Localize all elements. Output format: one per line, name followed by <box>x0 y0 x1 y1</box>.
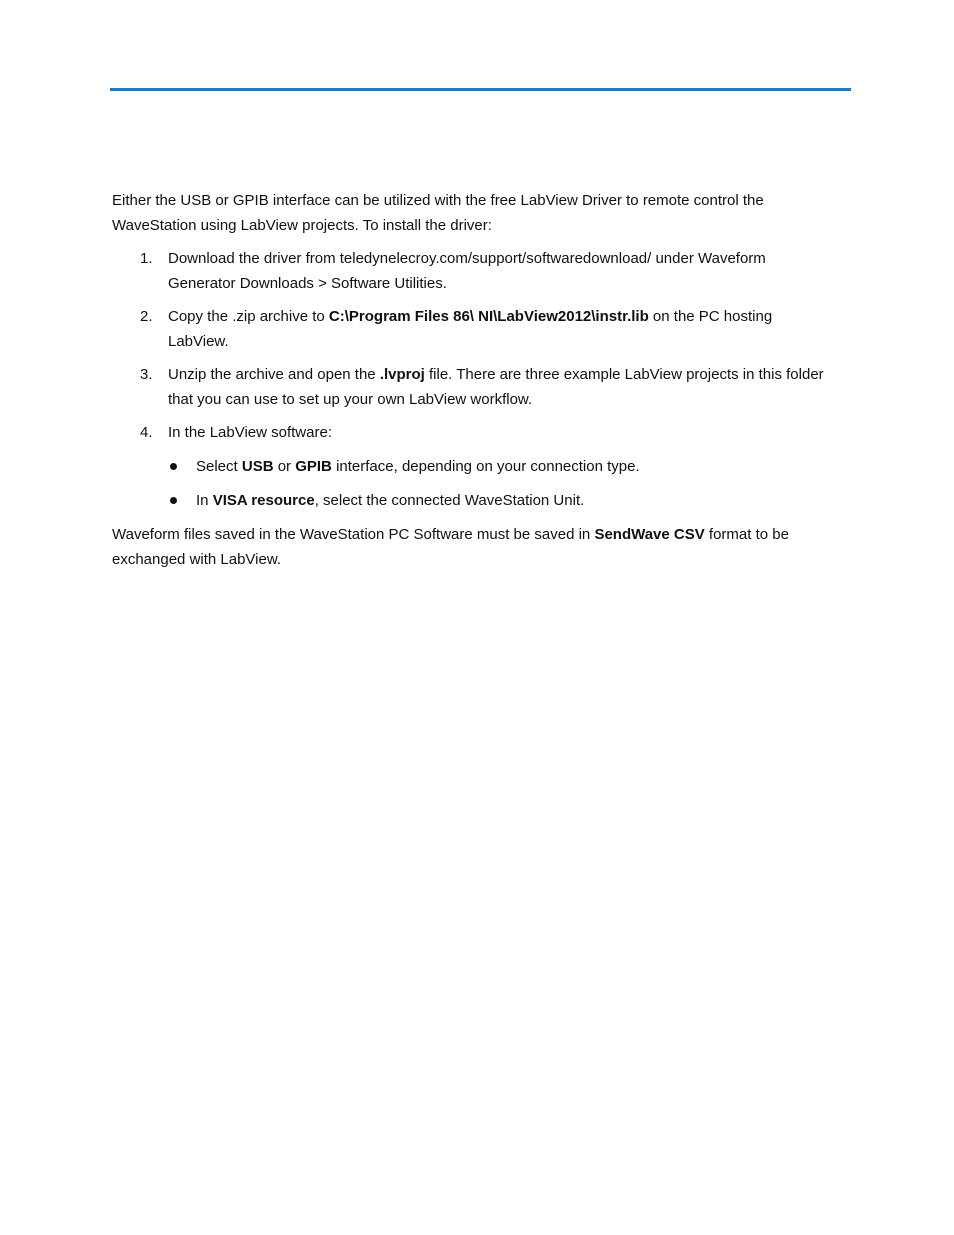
step-number: 3. <box>140 366 153 383</box>
bullet-icon <box>170 463 177 470</box>
gpib-label: GPIB <box>295 458 332 475</box>
step-text-pre: Unzip the archive and open the <box>168 366 380 383</box>
outro-paragraph <box>112 522 828 572</box>
intro-paragraph: Either the USB or GPIB interface can be utilized with the free LabView Driver to remote control the WaveStation using LabView projects. To install the driver: <box>112 192 764 234</box>
bullet-text-pre: Select <box>196 458 242 475</box>
step-text-post: file. There are three example LabView projects in this folder that you can use to set up your own LabView workflow. <box>168 366 824 408</box>
outro-text-post: format to be exchanged with LabView. <box>112 526 789 568</box>
list-item-bullet-1 <box>168 454 828 479</box>
step-text-pre: Copy the .zip archive to <box>168 308 329 325</box>
list-item-step-4 <box>112 420 828 513</box>
header-rule <box>110 88 851 91</box>
install-steps-list <box>112 246 828 513</box>
step-text: Download the driver from teledynelecroy.com/support/softwaredownload/ under Waveform Generator Downloads > Software Utilities. <box>168 250 766 292</box>
bullet-text-mid: or <box>273 458 296 475</box>
outro-text-pre: Waveform files saved in the WaveStation PC Software must be saved in <box>112 526 595 543</box>
sendwave-csv-label: SendWave CSV <box>594 526 705 543</box>
bullet-text-pre: In <box>196 492 213 509</box>
step-text-post: on the PC hosting LabView. <box>168 308 773 350</box>
list-item-step-3 <box>112 362 828 412</box>
list-item-step-1 <box>112 246 828 296</box>
step-number: 1. <box>140 250 153 267</box>
visa-resource-label: VISA resource <box>212 492 315 509</box>
file-extension: .lvproj <box>379 366 425 383</box>
bullet-text-post: , select the connected WaveStation Unit. <box>314 492 585 509</box>
step-number: 2. <box>140 308 153 325</box>
labview-settings-list <box>168 454 828 513</box>
document-body <box>112 188 828 572</box>
bullet-icon <box>170 497 177 504</box>
step-text: In the LabView software: <box>168 424 332 441</box>
step-number: 4. <box>140 424 153 441</box>
list-item-step-2 <box>112 304 828 354</box>
list-item-bullet-2 <box>168 488 828 513</box>
bullet-text-post: interface, depending on your connection type. <box>331 458 640 475</box>
install-path: C:\Program Files 86\ NI\LabView2012\instr.lib <box>328 308 649 325</box>
usb-label: USB <box>241 458 274 475</box>
